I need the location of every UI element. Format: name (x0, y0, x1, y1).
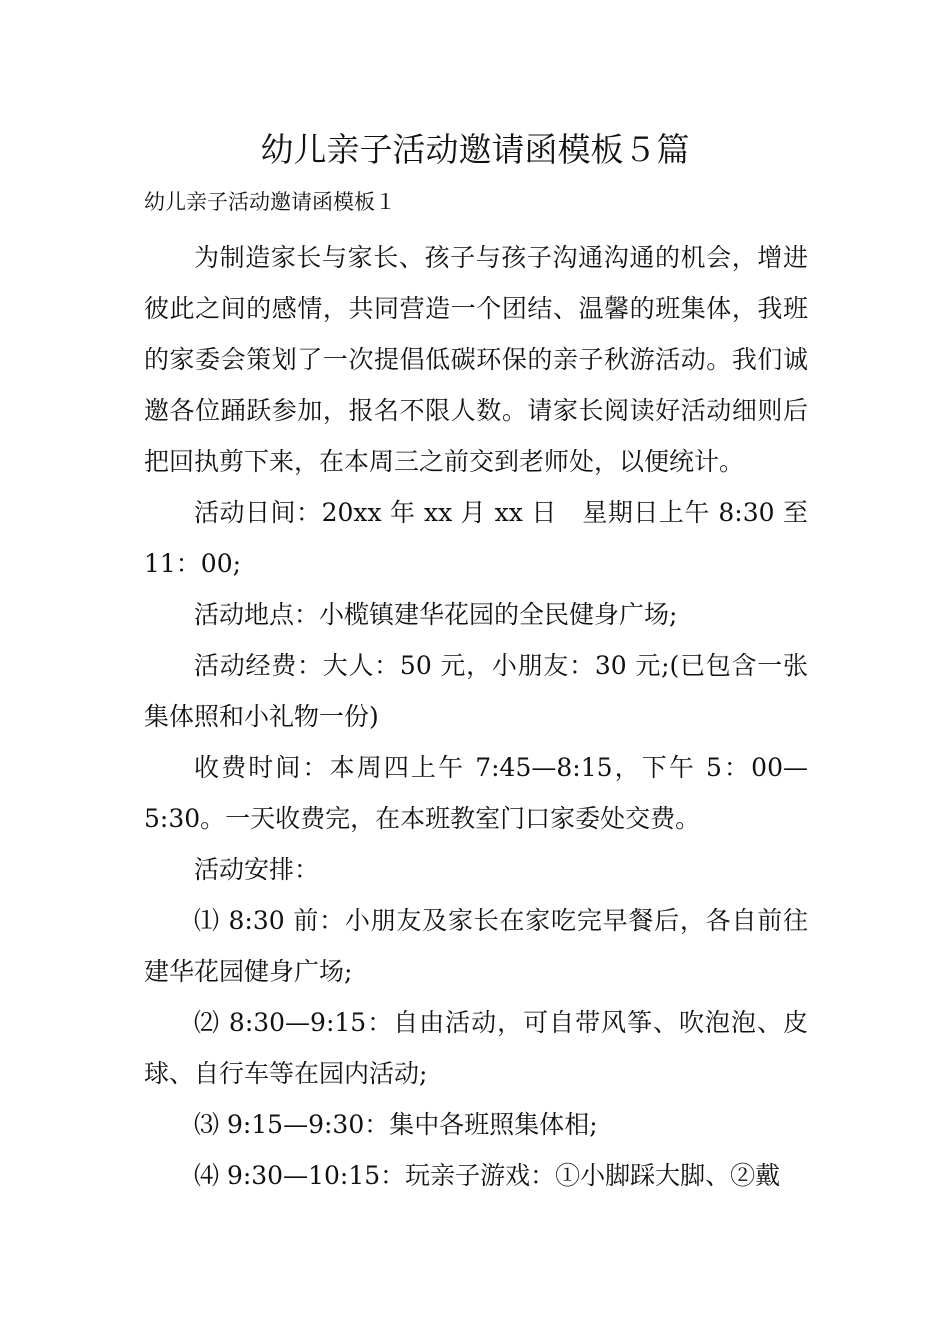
payment-time-paragraph: 收费时间：本周四上午 7:45—8:15，下午 5：00—5:30。一天收费完，在本班教室门口家委处交费。 (144, 753, 808, 833)
document-title: 幼儿亲子活动邀请函模板５篇 (260, 130, 690, 169)
document-body (144, 180, 808, 1201)
activity-fee-paragraph: 活动经费：大人：50 元，小朋友：30 元;(已包含一张集体照和小礼物一份) (144, 651, 808, 731)
activity-location-paragraph: 活动地点：小榄镇建华花园的全民健身广场; (194, 600, 678, 629)
schedule-item-2: ⑵ 8:30—9:15：自由活动，可自带风筝、吹泡泡、皮球、自行车等在园内活动; (144, 1008, 808, 1088)
activity-date-paragraph: 活动日间：20xx 年 xx 月 xx 日 星期日上午 8:30 至 11：00; (144, 498, 808, 578)
intro-paragraph: 为制造家长与家长、孩子与孩子沟通沟通的机会，增进彼此之间的感情，共同营造一个团结、温馨的班集体，我班的家委会策划了一次提倡低碳环保的亲子秋游活动。我们诚邀各位踊跃参加，报名不限人数。请家长阅读好活动细则后把回执剪下来，在本周三之前交到老师处，以便统计。 (144, 243, 808, 476)
schedule-item-3: ⑶ 9:15—9:30：集中各班照集体相; (194, 1110, 598, 1139)
schedule-item-1: ⑴ 8:30 前：小朋友及家长在家吃完早餐后，各自前往建华花园健身广场; (144, 906, 808, 986)
schedule-item-4: ⑷ 9:30—10:15：玩亲子游戏：①小脚踩大脚、②戴 (194, 1161, 781, 1190)
section-subtitle: 幼儿亲子活动邀请函模板１ (144, 190, 396, 214)
schedule-heading: 活动安排： (194, 855, 320, 884)
